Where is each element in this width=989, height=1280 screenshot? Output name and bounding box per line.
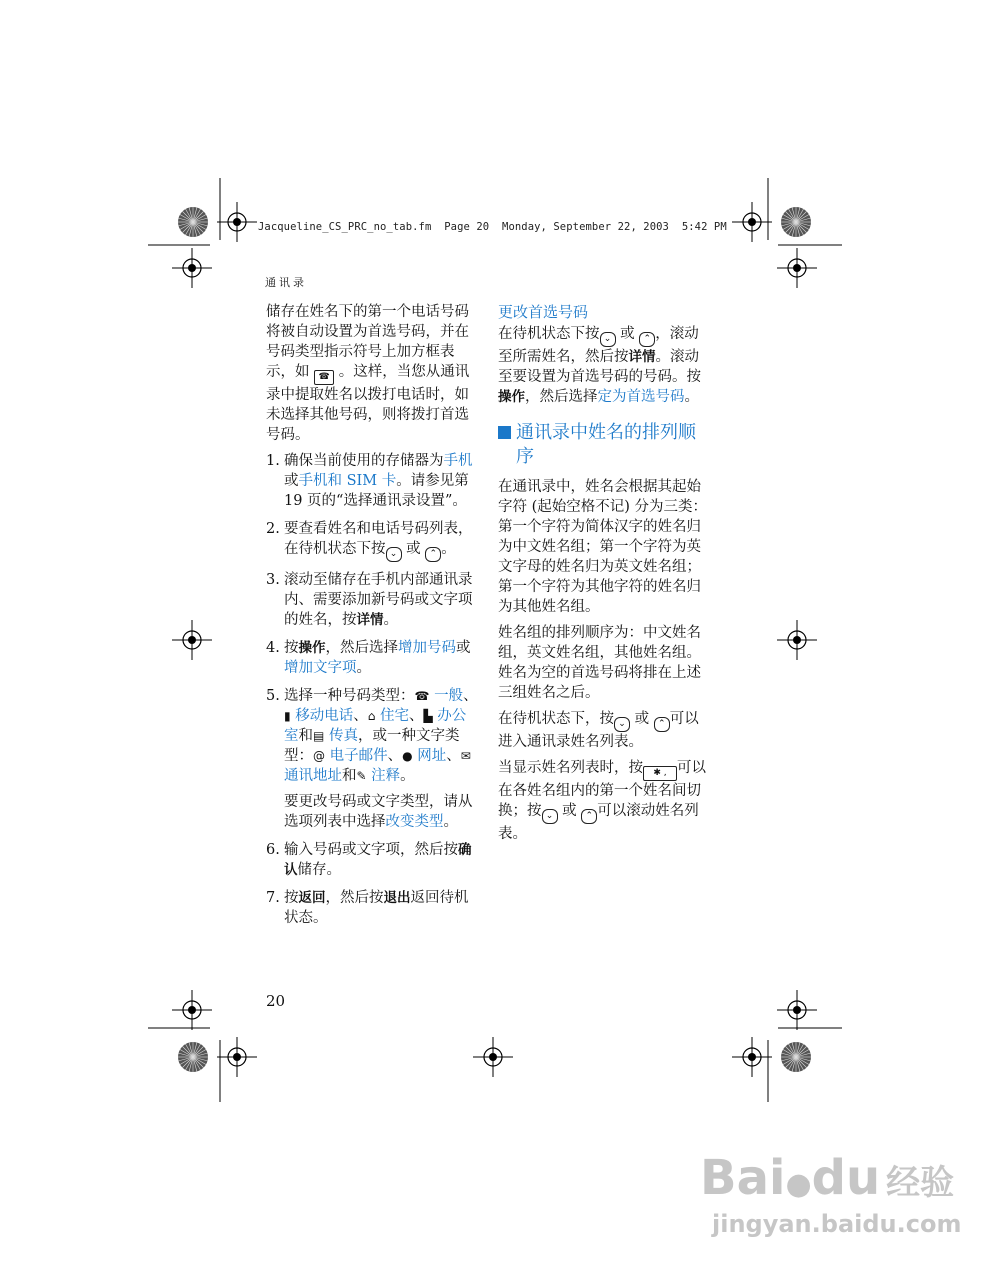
- email-icon: @: [313, 749, 325, 763]
- scroll-down-key-icon: ⌄: [386, 547, 402, 562]
- web-icon: ●: [402, 749, 413, 763]
- watermark-url: jingyan.baidu.com: [712, 1210, 962, 1238]
- step-6: 6. 输入号码或文字项，然后按确认储存。: [266, 842, 472, 878]
- scroll-down-key-icon: ⌄: [600, 332, 616, 347]
- mobile-icon: ▮: [284, 709, 291, 723]
- phone-icon: ☎: [414, 689, 430, 703]
- change-preferred-paragraph: 在待机状态下按 ⌄ 或 ⌃ ，滚动至所需姓名，然后按详情。滚动至要设置为首选号码的号码。按操作，然后选择定为首选号码。: [498, 326, 701, 405]
- step-2: 2. 要查看姓名和电话号码列表，在待机状态下按 ⌄ 或 ⌃ 。: [266, 519, 478, 562]
- page-number: 20: [266, 992, 286, 1010]
- scroll-up-key-icon: ⌃: [581, 809, 597, 824]
- office-icon: ▙: [423, 709, 433, 723]
- paw-icon: ●: [785, 1167, 812, 1202]
- switch-groups-paragraph: 当显示姓名列表时，按 ✱ , 可以在各姓名组内的第一个姓名间切换；按 ⌄ 或 ⌃ 可以滚动姓名列表。: [498, 760, 706, 842]
- scroll-up-key-icon: ⌃: [654, 717, 670, 732]
- note-icon: ✎: [356, 769, 367, 783]
- intro-paragraph: 储存在姓名下的第一个电话号码将被自动设置为首选号码，并在号码类型指示符号上加方框表示，如 ☎ 。这样，当您从通讯录中提取姓名以拨打电话时，如未选择其他号码，则将拨打首选号码。: [266, 304, 470, 443]
- subheading-change-preferred: 更改首选号码: [498, 303, 589, 321]
- step-7: 7. 按返回，然后按退出返回待机状态。: [266, 890, 469, 926]
- scroll-up-key-icon: ⌃: [425, 547, 441, 562]
- section-label: 通讯录: [265, 276, 307, 289]
- step-5-note: 要更改号码或文字类型，请从选项列表中选择改变类型。: [284, 794, 473, 830]
- step-1: 1. 确保当前使用的存储器为手机或手机和 SIM 卡。请参见第 19 页的“选择通讯录设置”。: [266, 453, 473, 509]
- fax-icon: ▤: [313, 729, 325, 743]
- sort-groups-paragraph: 在通讯录中，姓名会根据其起始字符 (起始空格不记) 分为三类：第一个字符为简体汉字的姓名归为中文姓名组；第一个字符为英文字母的姓名归为英文姓名组；第一个字符为其他字符的姓名归为其他姓名组。: [498, 479, 708, 615]
- step-3: 3. 滚动至储存在手机内部通讯录内、需要添加新号码或文字项的姓名，按详情。: [266, 572, 473, 628]
- steps-list: [266, 451, 478, 928]
- file-info-header: Jacqueline_CS_PRC_no_tab.fm Page 20 Monday, September 22, 2003 5:42 PM: [258, 221, 727, 233]
- step-5: 5. 选择一种号码类型：☎ 一般、▮ 移动电话、⌂ 住宅、▙ 办公室和▤ 传真，或一种文字类型：@ 电子邮件、● 网址、✉ 通讯地址和✎ 注释。 要更改号码或文字类型，请从选项列表中选择改变类型。: [266, 688, 478, 830]
- bullet-square-icon: [498, 426, 511, 439]
- scroll-up-key-icon: ⌃: [639, 332, 655, 347]
- address-icon: ✉: [460, 749, 471, 763]
- group-order-paragraph: 姓名组的排列顺序为：中文姓名组，英文姓名组，其他姓名组。姓名为空的首选号码将排在上述三组姓名之后。: [498, 625, 701, 701]
- home-icon: ⌂: [367, 709, 376, 723]
- scroll-down-key-icon: ⌄: [542, 809, 558, 824]
- scroll-down-key-icon: ⌄: [614, 717, 630, 732]
- left-column: [266, 302, 478, 936]
- baidu-watermark-logo: Bai●du 经验: [700, 1150, 955, 1206]
- section-heading-sort-order: 通讯录中姓名的排列顺序: [498, 421, 710, 469]
- step-4: 4. 按操作，然后选择增加号码或增加文字项。: [266, 640, 471, 676]
- phone-box-icon: ☎: [314, 370, 334, 385]
- star-key-icon: ✱ ,: [643, 766, 677, 781]
- enter-list-paragraph: 在待机状态下，按 ⌄ 或 ⌃ 可以进入通讯录姓名列表。: [498, 711, 699, 750]
- right-column: [498, 302, 710, 850]
